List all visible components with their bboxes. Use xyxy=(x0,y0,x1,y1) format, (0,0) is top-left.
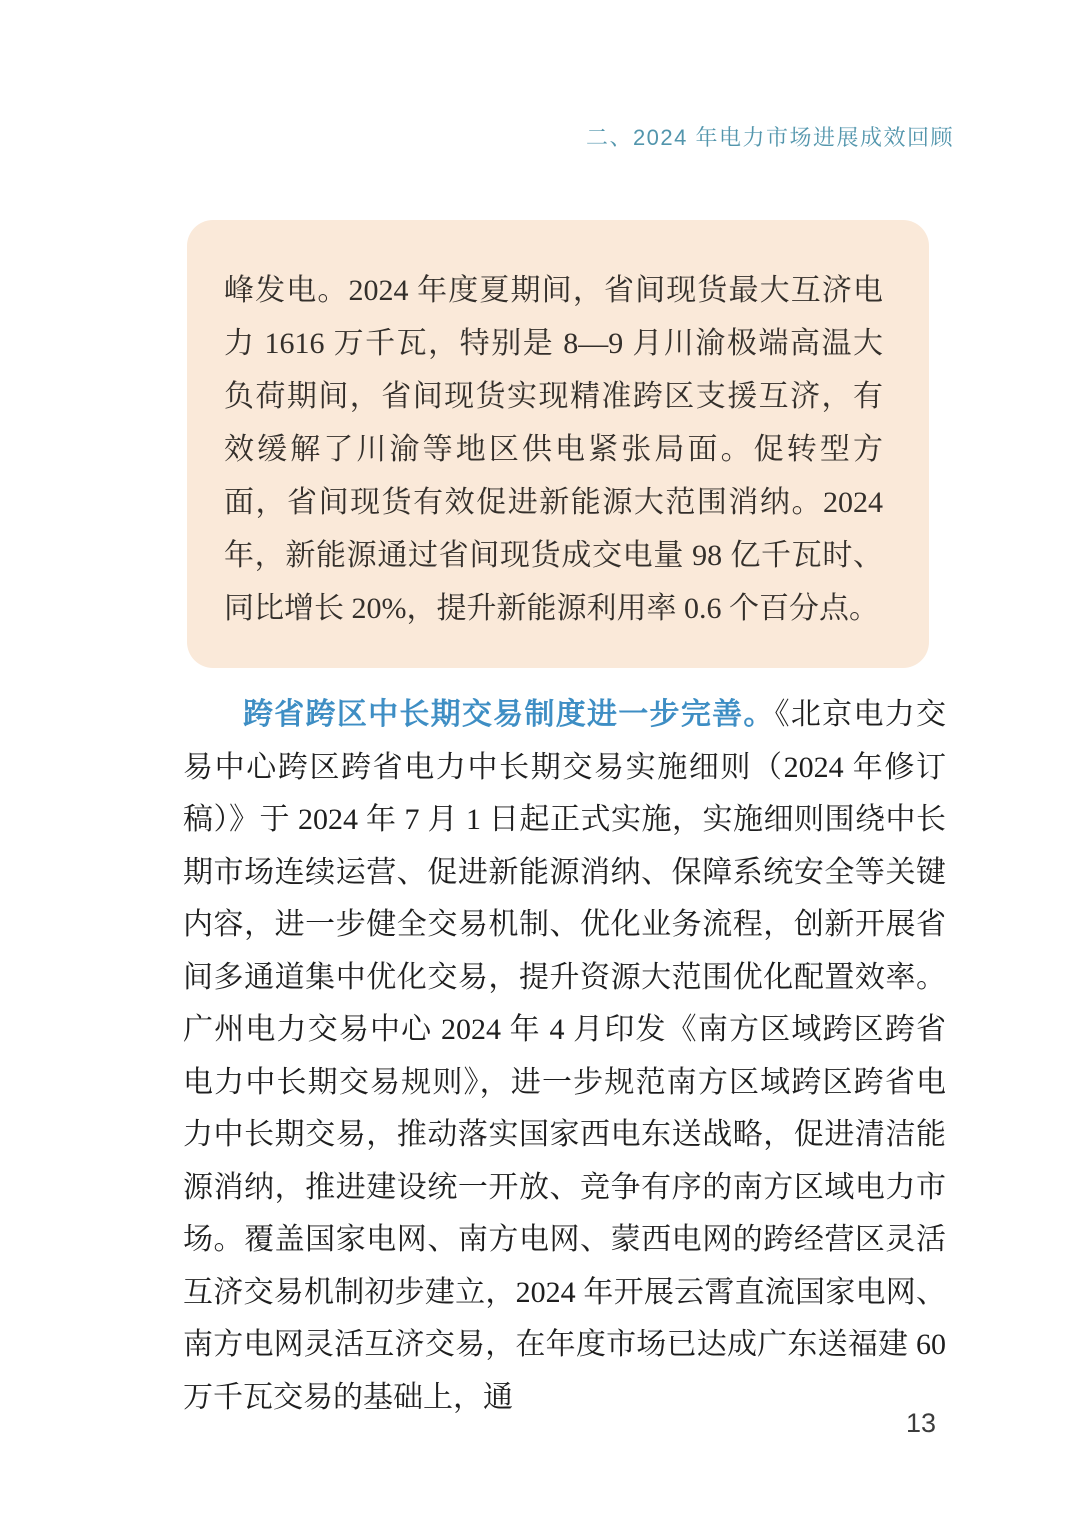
callout-text: 峰发电。2024 年度夏期间，省间现货最大互济电力 1616 万千瓦，特别是 8—9 月川渝极端高温大负荷期间，省间现货实现精准跨区支援互济，有效缓解了川渝等地区供电紧张局面。促转型方面，省间现货有效促进新能源大范围消纳。2024 年，新能源通过省间现货成交电量 98 亿千瓦时、同比增长 20%，提升新能源利用率 0.6 个百分点。 xyxy=(224,274,883,625)
highlight-callout-box xyxy=(187,220,929,668)
paragraph-text xyxy=(183,689,946,1424)
page-number: 13 xyxy=(906,1408,937,1438)
paragraph-body-text: 《北京电力交易中心跨区跨省电力中长期交易实施细则（2024 年修订稿）》于 2024 年 7 月 1 日起正式实施，实施细则围绕中长期市场连续运营、促进新能源消纳、保障系统安全等关键内容，进一步健全交易机制、优化业务流程，创新开展省间多通道集中优化交易，提升资源大范围优化配置效率。广州电力交易中心 2024 年 4 月印发《南方区域跨区跨省电力中长期交易规则》，进一步规范南方区域跨区跨省电力中长期交易，推动落实国家西电东送战略，促进清洁能源消纳，推进建设统一开放、竞争有序的南方区域电力市场。覆盖国家电网、南方电网、蒙西电网的跨经营区灵活互济交易机制初步建立，2024 年开展云霄直流国家电网、南方电网灵活互济交易，在年度市场已达成广东送福建 60 万千瓦交易的基础上，通 xyxy=(183,698,947,1414)
body-paragraph xyxy=(183,689,946,1424)
paragraph-lead-sentence: 跨省跨区中长期交易制度进一步完善。 xyxy=(243,698,775,731)
running-header: 二、2024 年电力市场进展成效回顾 xyxy=(585,125,954,150)
